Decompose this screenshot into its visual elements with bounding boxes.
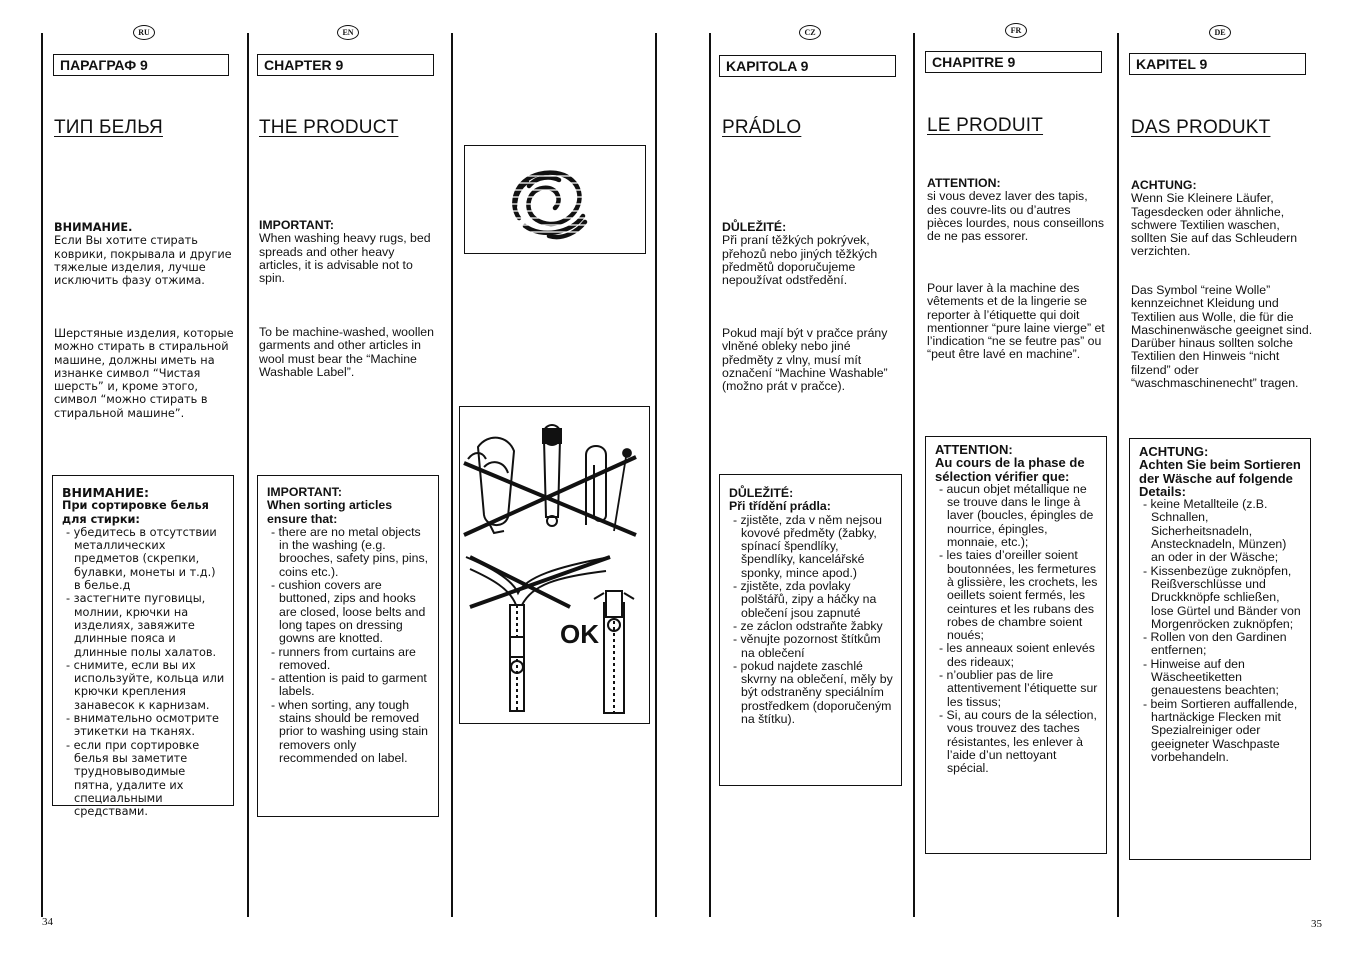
safety-pin-icon xyxy=(543,425,561,526)
box-subheading-ru: При сортировке белья для стирки: xyxy=(62,499,209,526)
list-item: - věnujte pozornost štítkům na oblečení xyxy=(729,633,893,660)
column-divider xyxy=(451,33,453,917)
list-item: - ze záclon odstraňte žabky xyxy=(729,620,893,633)
list-item: - aucun objet métallique ne se trouve dans le linge à laver (boucles, épingles de nourrice, épingles, monnaie, etc.); xyxy=(935,483,1098,549)
language-badge-cz: CZ xyxy=(799,25,821,40)
list-item: - runners from curtains are removed. xyxy=(267,646,430,673)
sorting-illustration-drawing xyxy=(460,407,648,722)
column-divider xyxy=(913,33,915,917)
important-note-cz xyxy=(722,221,904,287)
checklist-en xyxy=(267,526,430,765)
box-subheading-cz: Při třídění prádla: xyxy=(729,499,831,514)
list-item: - attention is paid to garment labels. xyxy=(267,672,430,699)
list-item: - внимательно осмотрите этикетки на тканях. xyxy=(62,712,225,739)
warning-box-de xyxy=(1129,438,1311,860)
list-item: - убедитесь в отсутствии металлических предметов (скрепки, булавки, монеты и т.д.) в белье.д xyxy=(62,526,225,592)
language-badge-en: EN xyxy=(337,25,359,40)
important-heading-ru: ВНИМАНИЕ. xyxy=(54,221,133,234)
closed-zip-icon xyxy=(594,591,634,713)
language-badge-ru: RU xyxy=(133,25,155,40)
list-item: - beim Sortieren auffallende, hartnäckige Flecken mit Spezialreiniger oder geeigneter Waschpaste vorbehandeln. xyxy=(1139,698,1302,764)
chapter-heading-de: KAPITEL 9 xyxy=(1129,53,1306,75)
wool-note-fr: Pour laver à la machine des vêtements et de la lingerie se reporter à l’étiquette qui doit mentionner “pure laine vierge” et l’indication “ne se feutre pas” ou “peut être lavé en machine”. xyxy=(927,281,1105,362)
sorting-illustration xyxy=(459,406,650,724)
important-text-fr: si vous devez laver des tapis, des couvre-lits ou d’autres pièces lourdes, nous conseillons de ne pas essorer. xyxy=(927,189,1105,244)
wool-note-cz: Pokud mají být v pračce prány vlněné obleky nebo jiné předměty z vlny, musí mít označení “Machine Washable” (možno prát v pračce). xyxy=(722,326,888,394)
list-item: - Rollen von den Gardinen entfernen; xyxy=(1139,631,1302,658)
chapter-heading-fr: CHAPITRE 9 xyxy=(925,51,1102,73)
warning-box-cz xyxy=(719,474,902,786)
list-item: - pokud najdete zaschlé skvrny na oblečení, měly by být odstraněny speciálním prostředkem (doporučeným na štítku). xyxy=(729,660,893,726)
list-item: - cushion covers are buttoned, zips and hooks are closed, loose belts and long tapes on dressing gowns are knotted. xyxy=(267,579,430,645)
important-note-fr xyxy=(927,177,1109,243)
chapter-heading-en: CHAPTER 9 xyxy=(257,54,434,76)
box-subheading-de: Achten Sie beim Sortieren der Wäsche auf folgende Details: xyxy=(1139,457,1301,499)
column-divider xyxy=(709,33,711,917)
warning-box-en xyxy=(257,475,439,817)
column-divider xyxy=(655,33,657,917)
list-item: - Si, au cours de la sélection, vous trouvez des taches résistantes, les enlever à l’aide d’un nettoyant spécial. xyxy=(935,709,1098,775)
checklist-ru xyxy=(62,526,225,819)
chapter-heading-ru: ПАРАГРАФ 9 xyxy=(53,54,229,76)
language-badge-fr: FR xyxy=(1005,23,1027,38)
section-title-cz: PRÁDLO xyxy=(722,117,802,138)
section-title-de: DAS PRODUKT xyxy=(1131,117,1271,138)
list-item: - when sorting, any tough stains should be removed prior to washing using stain removers only recommended on label. xyxy=(267,699,430,765)
box-heading-ru: ВНИМАНИЕ: xyxy=(62,485,150,500)
list-item: - если при сортировке белья вы заметите трудновыводимые пятна, удалите их специальными средствами. xyxy=(62,739,225,819)
wool-note-en: To be machine-washed, woollen garments and other articles in wool must bear the “Machine Washable Label”. xyxy=(259,325,434,379)
list-item: - Kissenbezüge zuknöpfen, Reißverschlüsse und Druckknöpfe schließen, lose Gürtel und Bänder von Morgenröcken zuknöpfen; xyxy=(1139,565,1302,631)
list-item: - снимите, если вы их используйте, кольца или крючки крепления занавесок к карнизам. xyxy=(62,659,225,712)
list-item: - n’oublier pas de lire attentivement l’étiquette sur les tissus; xyxy=(935,669,1098,709)
list-item: - there are no metal objects in the washing (e.g. brooches, safety pins, pins, coins etc.). xyxy=(267,526,430,579)
important-note-ru xyxy=(54,221,234,287)
list-item: - zjistěte, zda povlaky polštářů, zipy a háčky na oblečení jsou zapnuté xyxy=(729,580,893,620)
box-subheading-en: When sorting articles ensure that: xyxy=(267,498,393,526)
language-badge-de: DE xyxy=(1209,25,1231,40)
important-text-de: Wenn Sie Kleinere Läufer, Tagesdecken oder ähnliche, schwere Textilien waschen, sollten Sie auf das Schleudern verzichten. xyxy=(1131,191,1298,259)
ok-label: OK xyxy=(560,619,599,649)
wool-note-ru: Шерстяные изделия, которые можно стирать в стиральной машине, должны иметь на изнанке символ “Чистая шерсть” и, кроме этого, символ “можно стирать в стиральной машине”. xyxy=(54,327,234,420)
checklist-de xyxy=(1139,498,1302,764)
important-heading-en: IMPORTANT: xyxy=(259,218,334,232)
wool-symbol-figure xyxy=(464,145,646,254)
important-note-de xyxy=(1131,179,1313,259)
box-heading-cz: DŮLEŽITÉ: xyxy=(729,486,794,500)
list-item: - застегните пуговицы, молнии, крючки на изделиях, завяжите длинные пояса и длинные полы халатов. xyxy=(62,592,225,658)
paper-clip-icon xyxy=(586,446,606,525)
important-heading-de: ACHTUNG: xyxy=(1131,178,1197,192)
box-heading-en: IMPORTANT: xyxy=(267,485,342,499)
list-item: - keine Metallteile (z.B. Schnallen, Sicherheitsnadeln, Anstecknadeln, Münzen) an oder in der Wäsche; xyxy=(1139,498,1302,564)
page-number-right: 35 xyxy=(1311,918,1322,930)
important-heading-fr: ATTENTION: xyxy=(927,176,1001,190)
section-title-ru: ТИП БЕЛЬЯ xyxy=(54,117,163,138)
list-item: - Hinweise auf den Wäscheetiketten genauestens beachten; xyxy=(1139,658,1302,698)
important-note-en xyxy=(259,219,439,285)
section-title-fr: LE PRODUIT xyxy=(927,115,1044,136)
page-number-left: 34 xyxy=(42,916,53,928)
column-divider xyxy=(1117,33,1119,917)
checklist-fr xyxy=(935,483,1098,776)
cross-mark-icon xyxy=(470,557,610,607)
box-heading-de: ACHTUNG: xyxy=(1139,444,1209,459)
warning-box-fr xyxy=(925,436,1107,854)
important-heading-cz: DŮLEŽITÉ: xyxy=(722,220,787,234)
chapter-heading-cz: KAPITOLA 9 xyxy=(719,55,896,77)
wool-note-de: Das Symbol “reine Wolle” kennzeichnet Kleidung und Textilien aus Wolle, die für die Maschinenwäsche geeignet sind. Darüber hinaus sollten solche Textilien den Hinweis “nicht filzend” oder “waschmaschinenecht” tragen. xyxy=(1131,283,1313,391)
list-item: - zjistěte, zda v něm nejsou kovové předměty (žabky, spínací špendlíky, špendlíky, kancelářské sponky, mince apod.) xyxy=(729,514,893,580)
list-item: - les taies d’oreiller soient boutonnées, les fermetures à glissière, les crochets, les oeillets soient fermés, les ceintures et les rubans des robes de chambre soient noués; xyxy=(935,549,1098,642)
section-title-en: THE PRODUCT xyxy=(259,117,399,138)
box-subheading-fr: Au cours de la phase de sélection vérifier que: xyxy=(935,455,1085,484)
important-text-ru: Если Вы хотите стирать коврики, покрывала и другие тяжелые изделия, лучше исключить фазу отжима. xyxy=(54,234,232,288)
cross-mark-icon xyxy=(464,457,636,535)
column-divider xyxy=(247,33,249,917)
important-text-en: When washing heavy rugs, bed spreads and other heavy articles, it is advisable not to spin. xyxy=(259,231,431,286)
warning-box-ru xyxy=(52,475,234,819)
box-heading-fr: ATTENTION: xyxy=(935,442,1013,457)
pure-wool-icon xyxy=(465,146,644,252)
checklist-cz xyxy=(729,514,893,727)
list-item: - les anneaux soient enlevés des rideaux; xyxy=(935,642,1098,669)
clothes-peg-icon xyxy=(468,438,514,533)
important-text-cz: Při praní těžkých pokrývek, přehozů nebo jiných těžkých předmětů doporučujeme nepoužívat odstředění. xyxy=(722,233,878,288)
column-divider xyxy=(41,33,43,917)
